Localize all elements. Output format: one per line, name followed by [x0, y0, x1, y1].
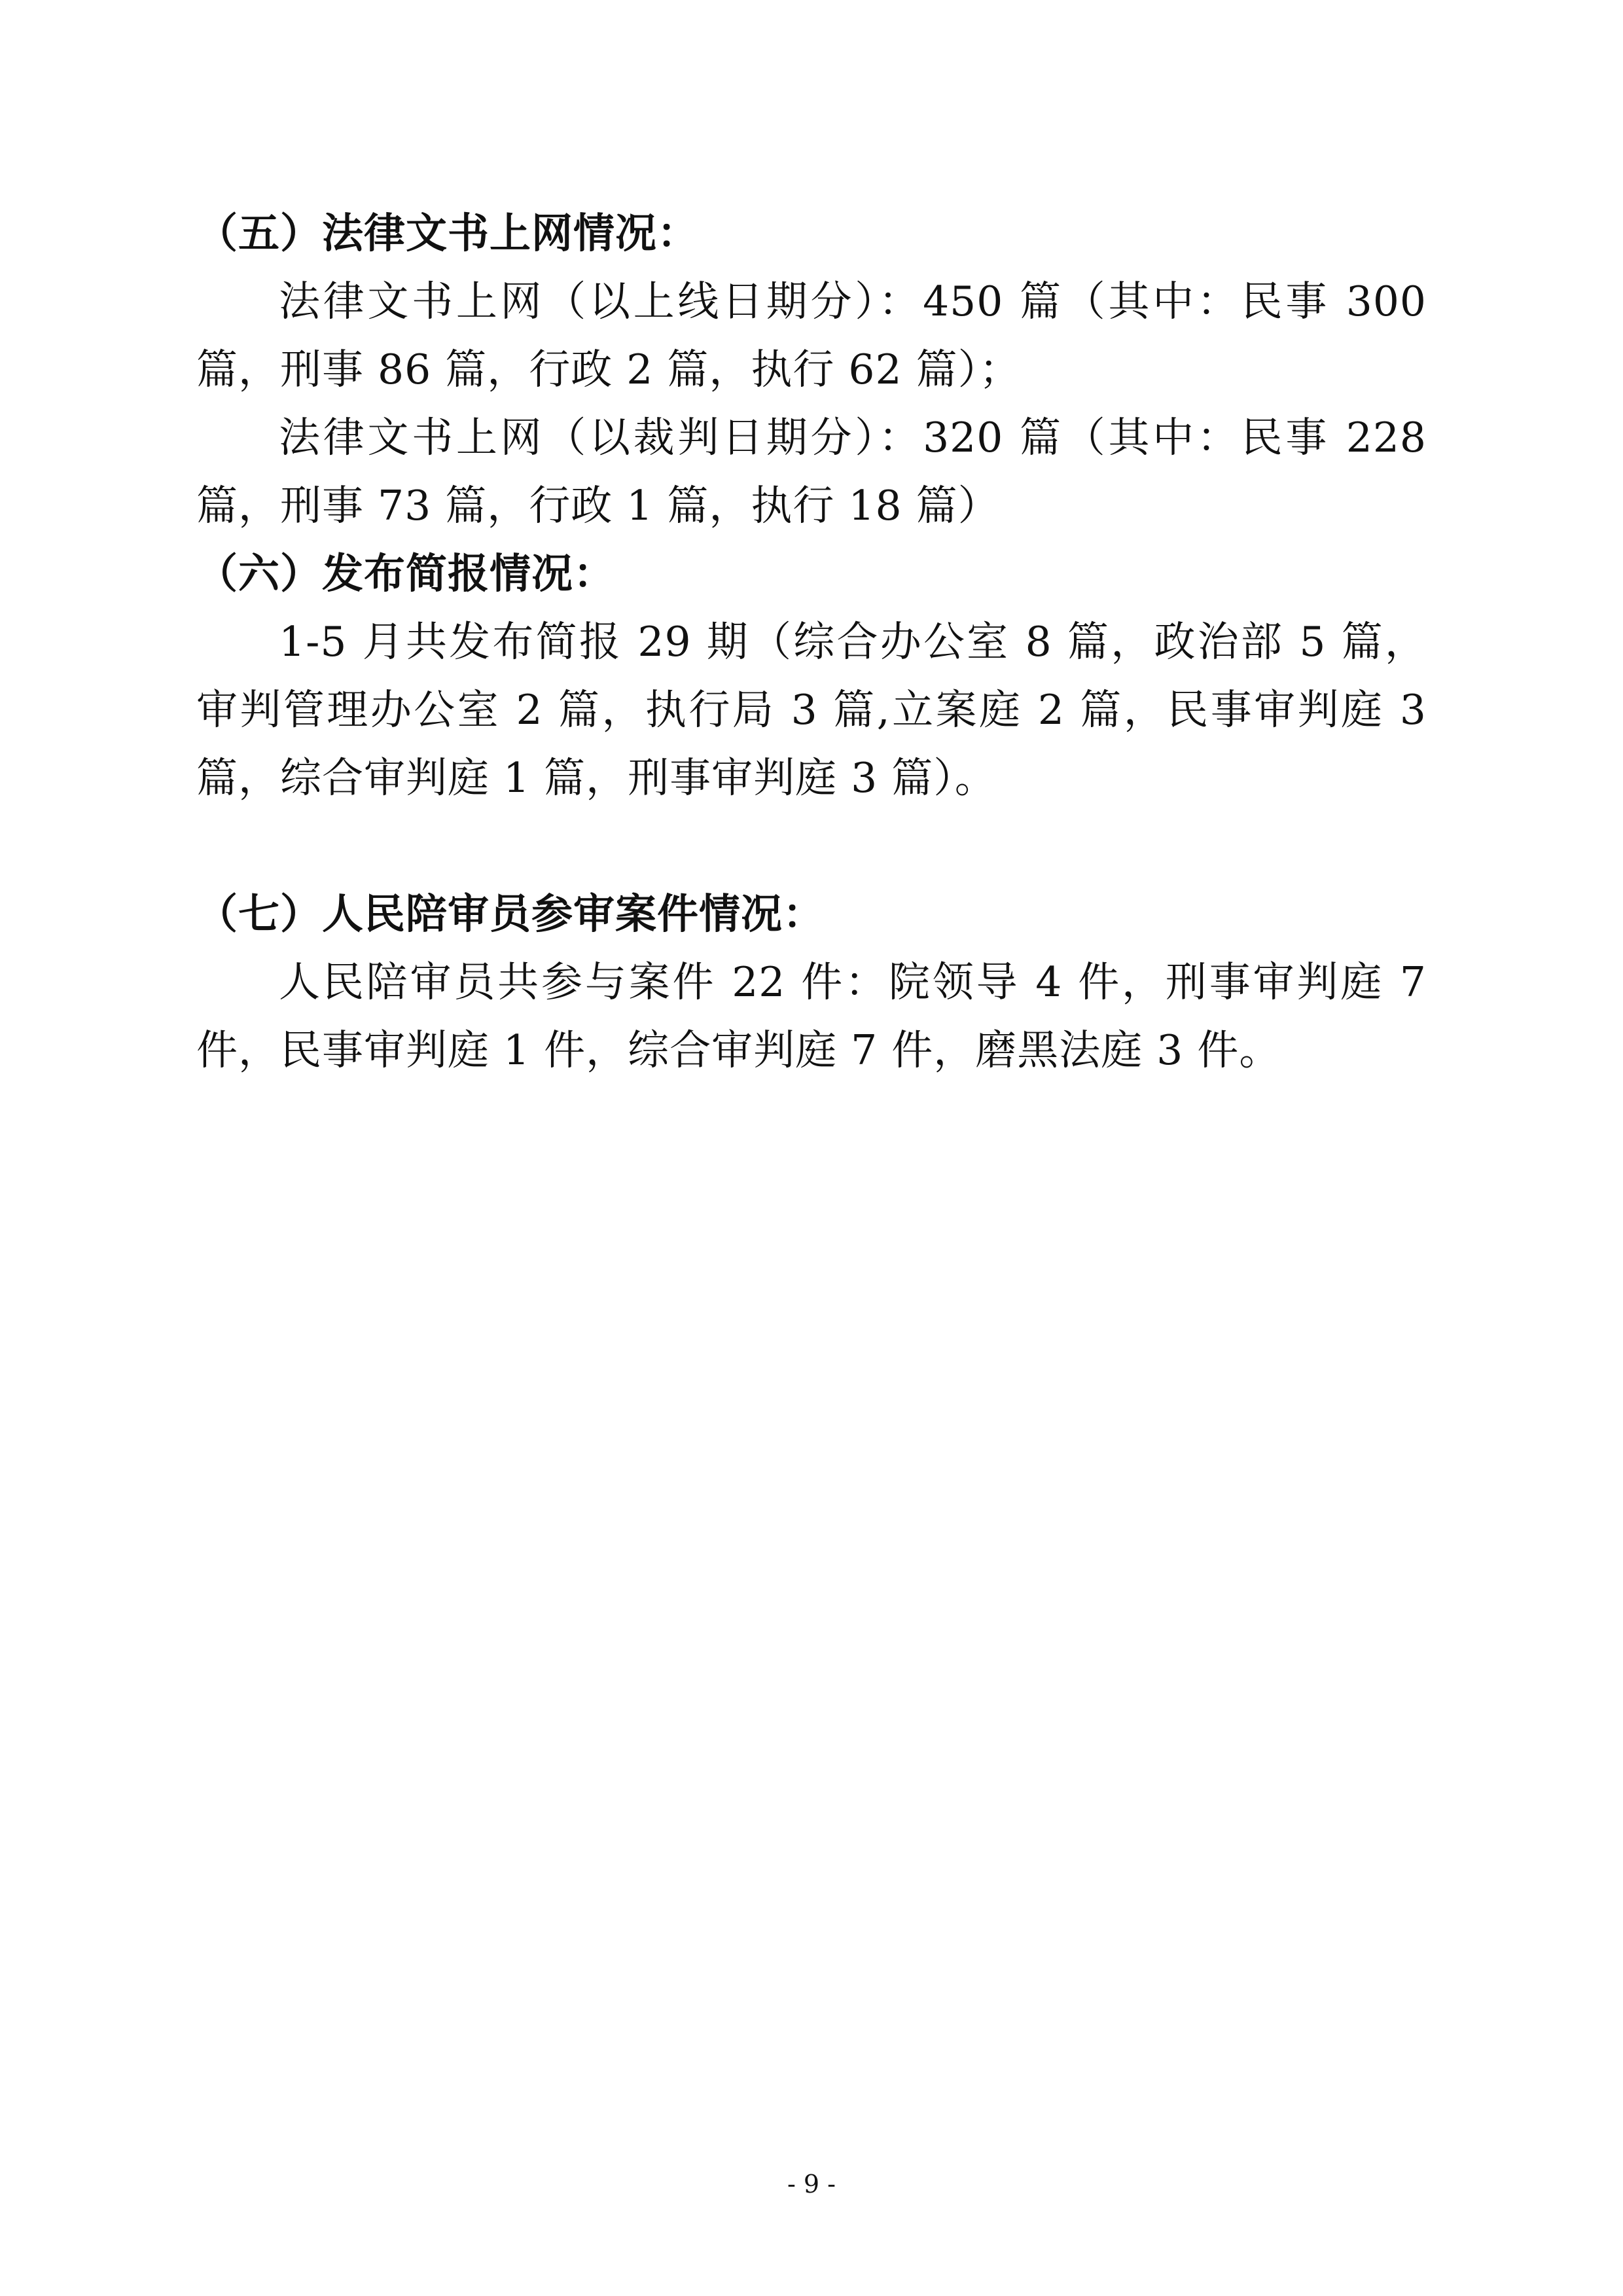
section-heading: （六）发布简报情况：: [196, 550, 615, 598]
section-six: [196, 540, 1427, 812]
paragraph: 1-5 月共发布简报 29 期（综合办公室 8 篇，政治部 5 篇，审判管理办公室 2 篇，执行局 3 篇,立案庭 2 篇，民事审判庭 3 篇，综合审判庭 1 篇，刑事审判庭 3 篇）。: [196, 618, 1427, 802]
section-five: [196, 200, 1427, 540]
blank-line: [196, 812, 1427, 880]
section-seven: [196, 880, 1427, 1085]
document-body: [196, 200, 1427, 1085]
paragraph: 人民陪审员共参与案件 22 件：院领导 4 件，刑事审判庭 7 件，民事审判庭 1 件，综合审判庭 7 件，磨黑法庭 3 件。: [196, 958, 1427, 1074]
section-heading: （七）人民陪审员参审案件情况：: [196, 890, 825, 938]
section-heading: （五）法律文书上网情况：: [196, 209, 699, 257]
paragraph: 法律文书上网（以上线日期分）：450 篇（其中：民事 300 篇，刑事 86 篇，行政 2 篇，执行 62 篇）；: [196, 278, 1427, 393]
paragraph: 法律文书上网（以裁判日期分）：320 篇（其中：民事 228 篇，刑事 73 篇，行政 1 篇，执行 18 篇）: [196, 414, 1427, 529]
page-number: - 9 -: [787, 2170, 836, 2198]
